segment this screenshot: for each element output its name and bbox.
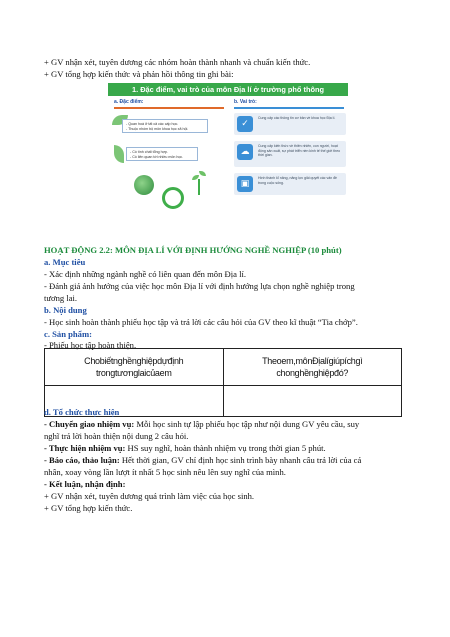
feature-item: Thuộc nhóm bộ môn khoa học xã hội.	[128, 127, 189, 131]
infographic	[108, 83, 348, 233]
text-line: - Thực hiện nhiệm vụ: HS suy nghĩ, hoàn thành nhiệm vụ trong thời gian 5 phút.	[44, 443, 326, 453]
section-label: a. Mục tiêu	[44, 257, 86, 267]
cloud-icon: ☁	[237, 144, 253, 160]
recycle-icon	[162, 187, 184, 209]
features-card: - Có tính chất tổng hợp. - Có liên quan tới nhiều môn học.	[126, 147, 198, 161]
text-line: tương lai.	[44, 293, 78, 303]
text-line: - Học sinh hoàn thành phiếu học tập và trả lời các câu hỏi của GV theo kĩ thuật “Tia chớp”.	[44, 317, 358, 327]
text-line: nghĩ trả lời hoàn thiện nội dung 2 câu hỏi.	[44, 431, 189, 441]
sprout-icon	[192, 171, 206, 195]
role-text: Hình thành kĩ năng, năng lực giải quyết các vấn đề trong cuộc sống.	[258, 176, 338, 185]
activity-heading: HOẠT ĐỘNG 2.2: MÔN ĐỊA LÍ VỚI ĐỊNH HƯỚNG NGHỀ NGHIỆP (10 phút)	[44, 245, 342, 255]
infographic-title: 1. Đặc điểm, vai trò của môn Địa lí ở trường phổ thông	[108, 83, 348, 96]
text-line: - Chuyển giao nhiệm vụ: Mỗi học sinh tự lập phiếu học tập như nội dung GV yêu cầu, suy	[44, 419, 360, 429]
role-text: Cung cấp kiến thức về thiên nhiên, con người, hoạt động sản xuất, sự phát triển nền kinh tế thế giới theo thời gian.	[258, 144, 341, 158]
text-line: - Báo cáo, thảo luận: Hết thời gian, GV chỉ định học sinh trình bày nhanh câu trả lời của cá	[44, 455, 362, 465]
globe-icon	[134, 175, 154, 195]
roles-accent-bar	[234, 107, 344, 109]
text-line: + GV tổng hợp kiến thức và phản hồi thông tin ghi bài:	[44, 69, 234, 79]
section-label: d. Tổ chức thực hiện	[44, 407, 120, 417]
text-line: - Phiếu học tập hoàn thiện.	[44, 340, 137, 350]
role-text: Cung cấp các thông tin cơ bản về khoa học Địa lí.	[258, 116, 336, 120]
text-line: - Xác định những ngành nghề có liên quan đến môn Địa lí.	[44, 269, 247, 279]
text-line: - Kết luận, nhận định:	[44, 479, 126, 489]
table-header-cell: Chobiếtnghềnghiệpdựđịnh trongtươnglaicủaem	[45, 349, 224, 386]
feature-item: Quan hoá ở tất cả các cấp học.	[128, 122, 179, 126]
features-card: - Quan hoá ở tất cả các cấp học. - Thuộc nhóm bộ môn khoa học xã hội.	[122, 119, 208, 133]
text-line: + GV tổng hợp kiến thức.	[44, 503, 133, 513]
roles-heading: b. Vai trò:	[234, 99, 257, 105]
check-icon: ✓	[237, 116, 253, 132]
feature-item: Có tính chất tổng hợp.	[132, 150, 168, 154]
table-header-cell: Theoem,mônĐịalígiúpíchgì chonghềnghiệpđó?	[223, 349, 402, 386]
section-label: c. Sản phẩm:	[44, 329, 92, 339]
feature-item: Có liên quan tới nhiều môn học.	[132, 155, 184, 159]
text-line: + GV nhận xét, tuyên dương các nhóm hoàn thành nhanh và chuẩn kiến thức.	[44, 57, 311, 67]
text-line: + GV nhận xét, tuyên dương quá trình làm việc của học sinh.	[44, 491, 255, 501]
role-card	[234, 141, 346, 167]
text-line: - Đánh giá ảnh hưởng của việc học môn Địa lí với định hướng lựa chọn nghề nghiệp trong	[44, 281, 355, 291]
text-line: nhân, xoay vòng lần lượt ít nhất 5 học sinh nêu lên suy nghĩ của mình.	[44, 467, 286, 477]
features-heading: a. Đặc điểm:	[114, 99, 144, 105]
role-card	[234, 113, 346, 135]
role-card	[234, 173, 346, 195]
features-accent-bar	[114, 107, 224, 109]
leaf-icon	[114, 145, 124, 163]
presentation-icon: ▣	[237, 176, 253, 192]
section-label: b. Nội dung	[44, 305, 87, 315]
